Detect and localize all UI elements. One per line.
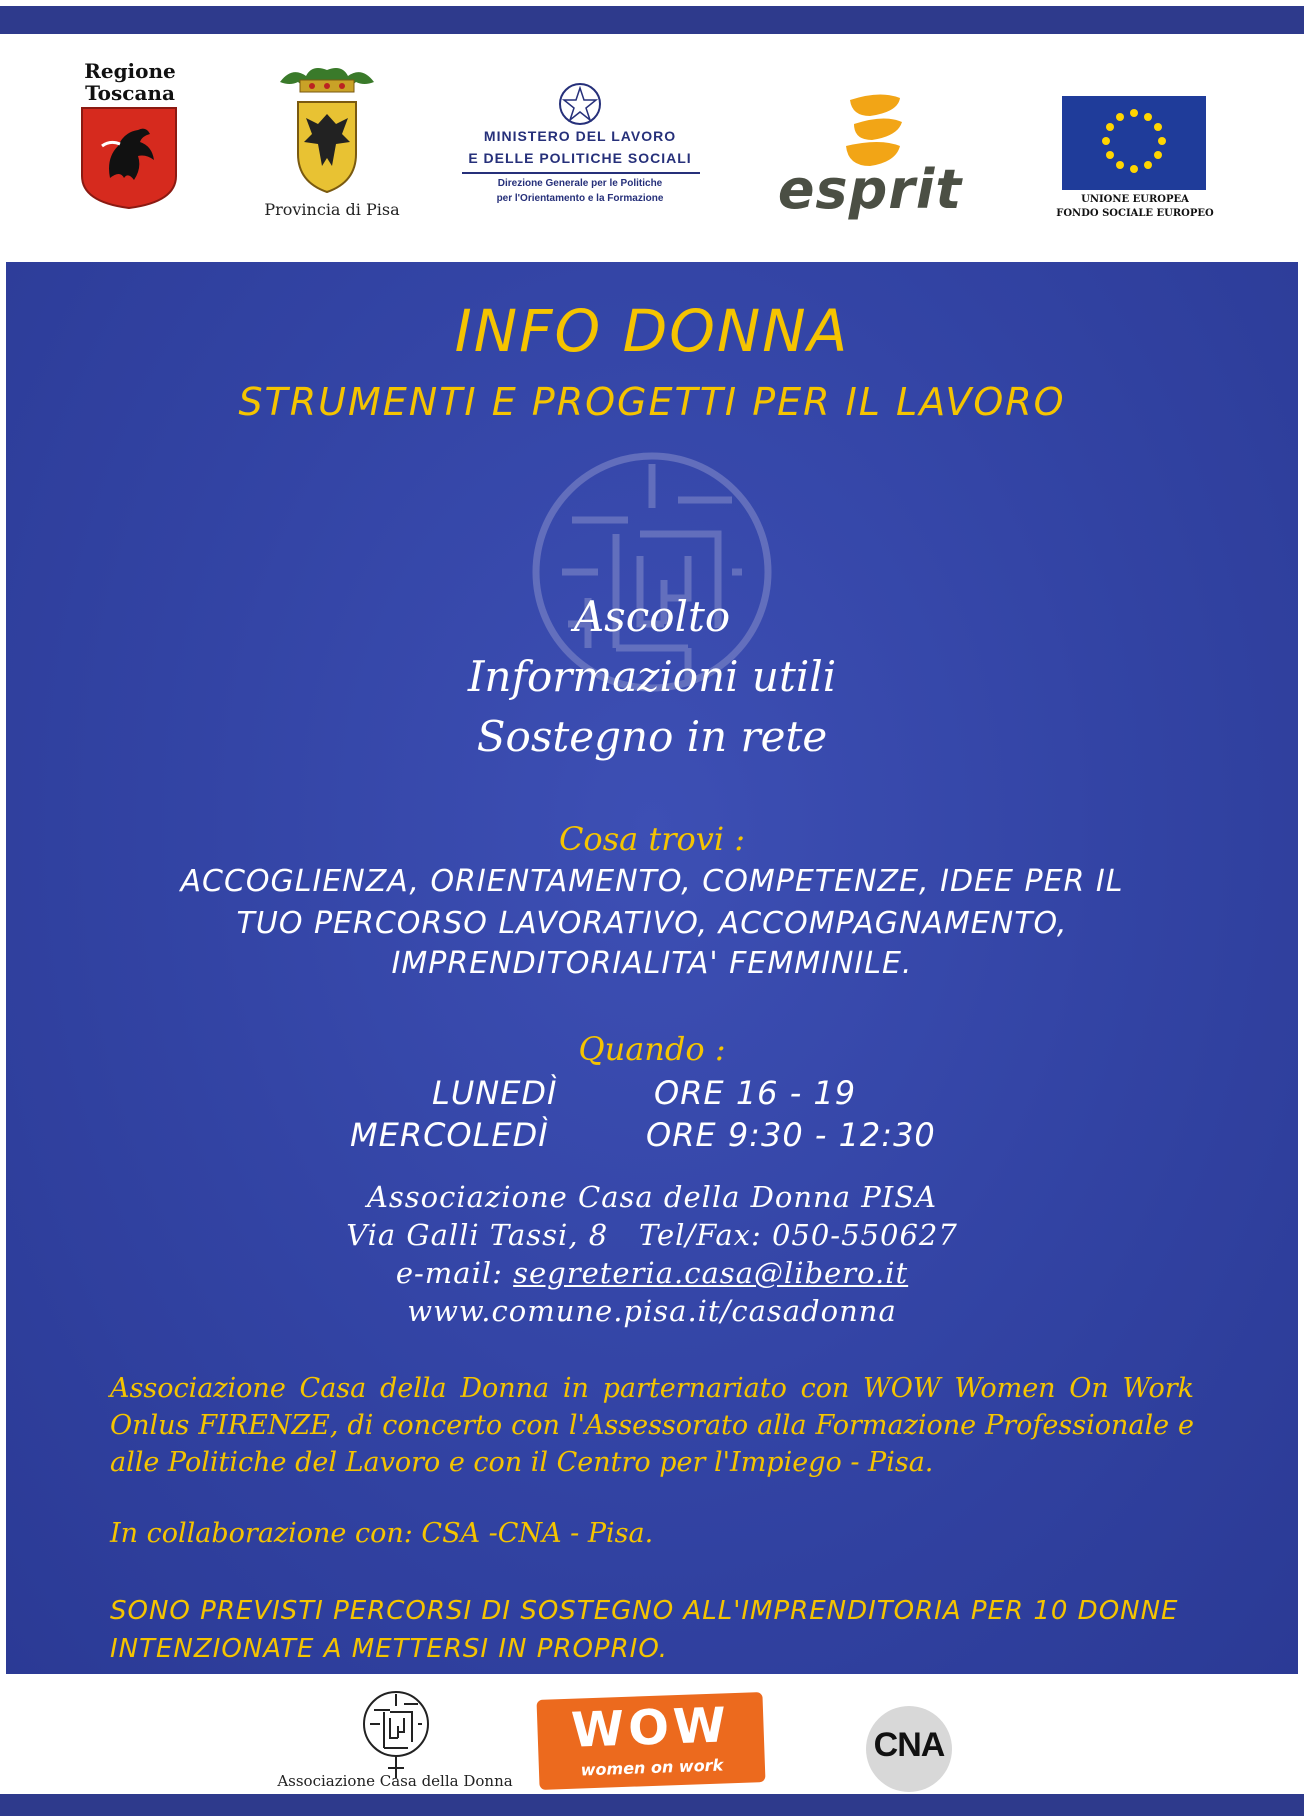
schedule-time-1: ORE 16 - 19 (654, 1074, 857, 1112)
ministero-divider (462, 172, 700, 174)
cosa-trovi-line-2: TUO PERCORSO LAVORATIVO, ACCOMPAGNAMENTO, (236, 906, 1068, 941)
email-label: e-mail: (395, 1256, 503, 1290)
wow-logo (536, 1692, 765, 1790)
tagline-ascolto: Ascolto (573, 592, 731, 641)
schedule-time-2: ORE 9:30 - 12:30 (646, 1116, 936, 1154)
ministero-line4: per l'Orientamento e la Formazione (496, 193, 664, 204)
wow-logo-text: WOW (570, 1697, 731, 1759)
quando-label: Quando : (578, 1030, 726, 1068)
regione-line1: Regione (84, 59, 176, 83)
regione-line2: Toscana (85, 81, 175, 105)
eu-line1: UNIONE EUROPEA (1081, 194, 1189, 205)
provincia-pisa-label: Provincia di Pisa (264, 200, 400, 219)
contact-email-row (0, 1256, 1304, 1290)
eu-line2: FONDO SOCIALE EUROPEO (1056, 208, 1214, 219)
ministero-line3: Direzione Generale per le Politiche (497, 178, 663, 189)
cosa-trovi-line-3: IMPRENDITORIALITA' FEMMINILE. (391, 946, 913, 981)
top-border-bar (0, 6, 1304, 34)
ministero-line1: MINISTERO DEL LAVORO (483, 128, 677, 144)
provincia-pisa-crest-icon (272, 62, 382, 197)
esprit-logo-text: esprit (777, 158, 963, 221)
cosa-trovi-label: Cosa trovi : (558, 820, 746, 858)
casa-della-donna-label: Associazione Casa della Donna (277, 1772, 513, 1790)
eu-flag-icon (1062, 96, 1206, 190)
tagline-informazioni: Informazioni utili (467, 652, 837, 701)
wow-logo-subtitle: women on work (580, 1755, 724, 1780)
regione-toscana-shield-icon (80, 106, 178, 210)
poster-subtitle: STRUMENTI E PROGETTI PER IL LAVORO (238, 380, 1066, 424)
casa-della-donna-logo-icon (356, 1688, 436, 1784)
poster-title: INFO DONNA (454, 297, 850, 365)
tagline-sostegno: Sostegno in rete (476, 712, 828, 761)
final-note: SONO PREVISTI PERCORSI DI SOSTEGNO ALL'IMPRENDITORIA PER 10 DONNE INTENZIONATE A METTERSI IN PROPRIO. (110, 1596, 1179, 1664)
contact-name: Associazione Casa della Donna PISA (366, 1180, 938, 1214)
italian-republic-emblem-icon (556, 80, 604, 130)
regione-toscana-logo-text (70, 60, 190, 104)
eu-stars-icon (1062, 96, 1206, 190)
email-link[interactable]: segreteria.casa@libero.it (513, 1256, 909, 1290)
website-link[interactable]: www.comune.pisa.it/casadonna (407, 1294, 897, 1328)
cosa-trovi-line-1: ACCOGLIENZA, ORIENTAMENTO, COMPETENZE, IDEE PER IL (180, 864, 1124, 899)
ministero-line2: E DELLE POLITICHE SOCIALI (468, 150, 692, 166)
partnership-text: Associazione Casa della Donna in parternariato con WOW Women On Work Onlus FIRENZE, di concerto con l'Assessorato alla Formazione Professionale e alle Politiche del Lavoro e con il Centro per l'Impiego - Pisa. (110, 1373, 1194, 1478)
schedule-day-1: LUNEDÌ (432, 1074, 558, 1112)
contact-address: Via Galli Tassi, 8 Tel/Fax: 050-550627 (346, 1218, 958, 1252)
bottom-border-bar (0, 1794, 1304, 1816)
schedule-day-2: MERCOLEDÌ (350, 1116, 549, 1154)
cna-logo-text: CNA (873, 1726, 945, 1764)
collaboration-text: In collaborazione con: CSA -CNA - Pisa. (110, 1518, 654, 1549)
